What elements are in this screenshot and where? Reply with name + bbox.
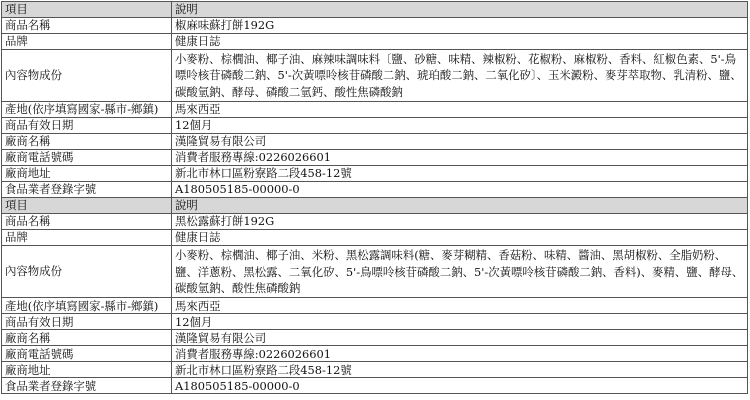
row-label: 廠商電話號碼: [2, 150, 172, 166]
row-label: 商品有效日期: [2, 314, 172, 330]
table-row: [2, 18, 748, 34]
row-label: 食品業者登錄字號: [2, 182, 172, 198]
row-label: 廠商地址: [2, 166, 172, 182]
header-value-cell: 說明: [172, 2, 748, 18]
table-row: [2, 182, 748, 198]
row-value: 新北市林口區粉寮路二段458-12號: [172, 362, 748, 378]
table-header-row: [2, 2, 748, 18]
row-label: 廠商電話號碼: [2, 346, 172, 362]
row-value: 新北市林口區粉寮路二段458-12號: [172, 166, 748, 182]
table-row: [2, 378, 748, 394]
row-value: 馬來西亞: [172, 298, 748, 314]
table-row: [2, 50, 748, 102]
table-row: [2, 246, 748, 298]
row-value: 小麥粉、棕櫚油、椰子油、米粉、黑松露調味料(糖、麥芽糊精、香菇粉、味精、醬油、黑胡椒粉、全脂奶粉、鹽、洋蔥粉、黑松露、二氧化矽、5'-鳥嘌呤核苷磷酸二鈉、5'-次黃嘌呤核苷磷酸二鈉、香料)、麥精、鹽、酵母、碳酸氫鈉、酸性焦磷酸鈉: [172, 246, 748, 298]
row-label: 商品有效日期: [2, 118, 172, 134]
table-row: [2, 230, 748, 246]
row-label: 廠商地址: [2, 362, 172, 378]
row-value: A180505185-00000-0: [172, 378, 748, 394]
row-value: 小麥粉、棕櫚油、椰子油、麻辣味調味料〔鹽、砂糖、味精、辣椒粉、花椒粉、麻椒粉、香料、紅椒色素、5'-鳥嘌呤核苷磷酸二鈉、5'-次黃嘌呤核苷磷酸二鈉、琥珀酸二鈉、二氧化矽〕、玉米澱粉、麥芽萃取物、乳清粉、鹽、碳酸氫鈉、酵母、磷酸二氫鈣、酸性焦磷酸鈉: [172, 50, 748, 102]
row-value: 12個月: [172, 118, 748, 134]
table-row: [2, 166, 748, 182]
table-row: [2, 362, 748, 378]
table-row: [2, 150, 748, 166]
row-label: 產地(依序填寫國家-縣市-鄉鎮): [2, 102, 172, 118]
product-spec-sheet: [1, 1, 747, 394]
row-value: 馬來西亞: [172, 102, 748, 118]
table-row: [2, 346, 748, 362]
row-value: 健康日誌: [172, 34, 748, 50]
row-label: 產地(依序填寫國家-縣市-鄉鎮): [2, 298, 172, 314]
row-label: 食品業者登錄字號: [2, 378, 172, 394]
row-label: 商品名稱: [2, 214, 172, 230]
row-value: 12個月: [172, 314, 748, 330]
row-value: 椒麻味蘇打餅192G: [172, 18, 748, 34]
row-label: 廠商名稱: [2, 134, 172, 150]
row-label: 內容物成份: [2, 50, 172, 102]
header-label-cell: 項目: [2, 198, 172, 214]
row-label: 內容物成份: [2, 246, 172, 298]
table-row: [2, 118, 748, 134]
row-value: A180505185-00000-0: [172, 182, 748, 198]
row-value: 漢隆貿易有限公司: [172, 330, 748, 346]
row-value: 消費者服務專線:0226026601: [172, 346, 748, 362]
table-row: [2, 102, 748, 118]
row-label: 品牌: [2, 230, 172, 246]
row-label: 品牌: [2, 34, 172, 50]
row-value: 漢隆貿易有限公司: [172, 134, 748, 150]
table-row: [2, 314, 748, 330]
row-value: 消費者服務專線:0226026601: [172, 150, 748, 166]
row-value: 黑松露蘇打餅192G: [172, 214, 748, 230]
table-row: [2, 214, 748, 230]
product-spec-table: [1, 1, 748, 394]
row-label: 廠商名稱: [2, 330, 172, 346]
table-row: [2, 330, 748, 346]
header-value-cell: 說明: [172, 198, 748, 214]
table-row: [2, 298, 748, 314]
row-label: 商品名稱: [2, 18, 172, 34]
table-header-row: [2, 198, 748, 214]
row-value: 健康日誌: [172, 230, 748, 246]
table-row: [2, 134, 748, 150]
header-label-cell: 項目: [2, 2, 172, 18]
table-row: [2, 34, 748, 50]
